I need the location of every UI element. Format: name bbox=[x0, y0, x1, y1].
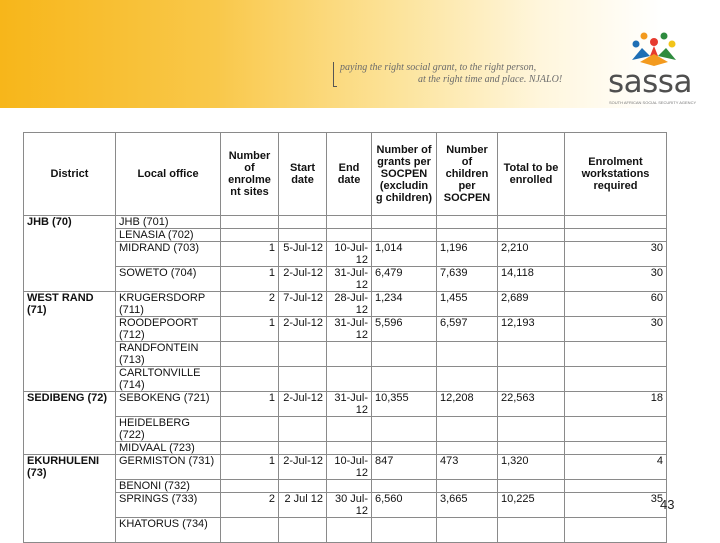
end-cell: 28-Jul-12 bbox=[327, 292, 372, 317]
children-cell: 12,208 bbox=[437, 392, 498, 417]
end-cell bbox=[327, 442, 372, 455]
local-office: BENONI (732) bbox=[116, 480, 221, 493]
total-cell bbox=[498, 216, 565, 229]
total-cell bbox=[498, 367, 565, 392]
workstations-cell bbox=[565, 480, 667, 493]
children-cell: 473 bbox=[437, 455, 498, 480]
workstations-cell: 35 bbox=[565, 493, 667, 518]
header-district: District bbox=[24, 133, 116, 216]
total-cell: 2,210 bbox=[498, 242, 565, 267]
start-cell bbox=[279, 216, 327, 229]
grants-cell: 1,014 bbox=[372, 242, 437, 267]
start-cell bbox=[279, 480, 327, 493]
workstations-cell: 4 bbox=[565, 455, 667, 480]
total-cell bbox=[498, 442, 565, 455]
sites-cell: 1 bbox=[221, 392, 279, 417]
district-jhb: JHB (70) bbox=[24, 216, 116, 292]
children-cell bbox=[437, 480, 498, 493]
table-row bbox=[24, 342, 667, 367]
header-local-office: Local office bbox=[116, 133, 221, 216]
sites-cell: 2 bbox=[221, 292, 279, 317]
workstations-cell bbox=[565, 442, 667, 455]
end-cell: 30 Jul-12 bbox=[327, 493, 372, 518]
local-office: RANDFONTEIN (713) bbox=[116, 342, 221, 367]
table-row bbox=[24, 493, 667, 518]
children-cell: 6,597 bbox=[437, 317, 498, 342]
children-cell bbox=[437, 518, 498, 543]
total-cell: 2,689 bbox=[498, 292, 565, 317]
grants-cell: 10,355 bbox=[372, 392, 437, 417]
children-cell bbox=[437, 442, 498, 455]
workstations-cell: 30 bbox=[565, 267, 667, 292]
sites-cell: 2 bbox=[221, 493, 279, 518]
local-office: SEBOKENG (721) bbox=[116, 392, 221, 417]
end-cell bbox=[327, 518, 372, 543]
header-enrolment-sites: Number of enrolme nt sites bbox=[221, 133, 279, 216]
local-office: MIDRAND (703) bbox=[116, 242, 221, 267]
start-cell bbox=[279, 342, 327, 367]
table-header-row bbox=[24, 133, 667, 216]
start-cell: 2-Jul-12 bbox=[279, 392, 327, 417]
table-row bbox=[24, 442, 667, 455]
workstations-cell bbox=[565, 342, 667, 367]
start-cell bbox=[279, 229, 327, 242]
local-office: KRUGERSDORP (711) bbox=[116, 292, 221, 317]
start-cell bbox=[279, 518, 327, 543]
grants-cell bbox=[372, 417, 437, 442]
grants-cell: 6,560 bbox=[372, 493, 437, 518]
grants-cell bbox=[372, 229, 437, 242]
local-office: MIDVAAL (723) bbox=[116, 442, 221, 455]
end-cell bbox=[327, 480, 372, 493]
end-cell: 10-Jul-12 bbox=[327, 455, 372, 480]
sites-cell bbox=[221, 342, 279, 367]
sites-cell: 1 bbox=[221, 317, 279, 342]
local-office: KHATORUS (734) bbox=[116, 518, 221, 543]
enrolment-table bbox=[23, 132, 667, 543]
workstations-cell: 60 bbox=[565, 292, 667, 317]
table-row bbox=[24, 367, 667, 392]
grants-cell bbox=[372, 216, 437, 229]
end-cell bbox=[327, 417, 372, 442]
header-workstations: Enrolment workstations required bbox=[565, 133, 667, 216]
end-cell bbox=[327, 367, 372, 392]
total-cell bbox=[498, 480, 565, 493]
start-cell: 7-Jul-12 bbox=[279, 292, 327, 317]
workstations-cell: 30 bbox=[565, 317, 667, 342]
children-cell: 1,196 bbox=[437, 242, 498, 267]
table-row bbox=[24, 216, 667, 229]
table-row bbox=[24, 292, 667, 317]
district-west-rand: WEST RAND (71) bbox=[24, 292, 116, 392]
end-cell bbox=[327, 216, 372, 229]
tagline-line-2: at the right time and place. NJALO! bbox=[418, 74, 563, 85]
end-cell: 31-Jul-12 bbox=[327, 317, 372, 342]
tagline-divider bbox=[333, 62, 337, 87]
grants-cell bbox=[372, 342, 437, 367]
local-office: SPRINGS (733) bbox=[116, 493, 221, 518]
header-start-date: Start date bbox=[279, 133, 327, 216]
workstations-cell bbox=[565, 229, 667, 242]
sites-cell bbox=[221, 229, 279, 242]
grants-cell bbox=[372, 480, 437, 493]
start-cell bbox=[279, 417, 327, 442]
children-cell bbox=[437, 229, 498, 242]
end-cell: 31-Jul-12 bbox=[327, 392, 372, 417]
local-office: CARLTONVILLE (714) bbox=[116, 367, 221, 392]
district-sedibeng: SEDIBENG (72) bbox=[24, 392, 116, 455]
table-row bbox=[24, 242, 667, 267]
tagline-line-1: paying the right social grant, to the right person, bbox=[340, 62, 537, 73]
end-cell: 31-Jul-12 bbox=[327, 267, 372, 292]
workstations-cell: 30 bbox=[565, 242, 667, 267]
start-cell: 2 Jul 12 bbox=[279, 493, 327, 518]
sites-cell bbox=[221, 518, 279, 543]
children-cell: 1,455 bbox=[437, 292, 498, 317]
sites-cell: 1 bbox=[221, 242, 279, 267]
table-row bbox=[24, 267, 667, 292]
children-cell: 7,639 bbox=[437, 267, 498, 292]
end-cell: 10-Jul-12 bbox=[327, 242, 372, 267]
workstations-cell bbox=[565, 367, 667, 392]
workstations-cell: 18 bbox=[565, 392, 667, 417]
page-number: 43 bbox=[660, 497, 675, 512]
children-cell bbox=[437, 417, 498, 442]
tagline bbox=[340, 62, 562, 86]
header-children: Number of children per SOCPEN bbox=[437, 133, 498, 216]
district-ekurhuleni: EKURHULENI (73) bbox=[24, 455, 116, 543]
grants-cell: 847 bbox=[372, 455, 437, 480]
grants-cell: 1,234 bbox=[372, 292, 437, 317]
total-cell: 22,563 bbox=[498, 392, 565, 417]
total-cell: 12,193 bbox=[498, 317, 565, 342]
table-row bbox=[24, 317, 667, 342]
end-cell bbox=[327, 229, 372, 242]
local-office: ROODEPOORT (712) bbox=[116, 317, 221, 342]
start-cell: 5-Jul-12 bbox=[279, 242, 327, 267]
header-grants: Number of grants per SOCPEN (excludin g children) bbox=[372, 133, 437, 216]
logo-subtitle: SOUTH AFRICAN SOCIAL SECURITY AGENCY bbox=[609, 100, 697, 105]
table-row bbox=[24, 455, 667, 480]
sites-cell bbox=[221, 417, 279, 442]
table-row bbox=[24, 229, 667, 242]
workstations-cell bbox=[565, 518, 667, 543]
table-row bbox=[24, 518, 667, 543]
start-cell bbox=[279, 442, 327, 455]
total-cell: 10,225 bbox=[498, 493, 565, 518]
total-cell bbox=[498, 229, 565, 242]
grants-cell bbox=[372, 367, 437, 392]
children-cell: 3,665 bbox=[437, 493, 498, 518]
grants-cell bbox=[372, 442, 437, 455]
start-cell: 2-Jul-12 bbox=[279, 317, 327, 342]
start-cell: 2-Jul-12 bbox=[279, 267, 327, 292]
header-total: Total to be enrolled bbox=[498, 133, 565, 216]
local-office: SOWETO (704) bbox=[116, 267, 221, 292]
logo-text: sassa bbox=[608, 64, 692, 100]
sites-cell bbox=[221, 480, 279, 493]
sites-cell bbox=[221, 442, 279, 455]
start-cell bbox=[279, 367, 327, 392]
total-cell bbox=[498, 417, 565, 442]
workstations-cell bbox=[565, 216, 667, 229]
local-office: JHB (701) bbox=[116, 216, 221, 229]
sites-cell: 1 bbox=[221, 455, 279, 480]
sites-cell: 1 bbox=[221, 267, 279, 292]
end-cell bbox=[327, 342, 372, 367]
local-office: HEIDELBERG (722) bbox=[116, 417, 221, 442]
total-cell: 1,320 bbox=[498, 455, 565, 480]
total-cell: 14,118 bbox=[498, 267, 565, 292]
workstations-cell bbox=[565, 417, 667, 442]
local-office: LENASIA (702) bbox=[116, 229, 221, 242]
header-end-date: End date bbox=[327, 133, 372, 216]
total-cell bbox=[498, 342, 565, 367]
sites-cell bbox=[221, 216, 279, 229]
sites-cell bbox=[221, 367, 279, 392]
start-cell: 2-Jul-12 bbox=[279, 455, 327, 480]
table-row bbox=[24, 417, 667, 442]
total-cell bbox=[498, 518, 565, 543]
children-cell bbox=[437, 367, 498, 392]
table-row bbox=[24, 480, 667, 493]
children-cell bbox=[437, 216, 498, 229]
grants-cell: 6,479 bbox=[372, 267, 437, 292]
table-row bbox=[24, 392, 667, 417]
children-cell bbox=[437, 342, 498, 367]
grants-cell bbox=[372, 518, 437, 543]
grants-cell: 5,596 bbox=[372, 317, 437, 342]
local-office: GERMISTON (731) bbox=[116, 455, 221, 480]
